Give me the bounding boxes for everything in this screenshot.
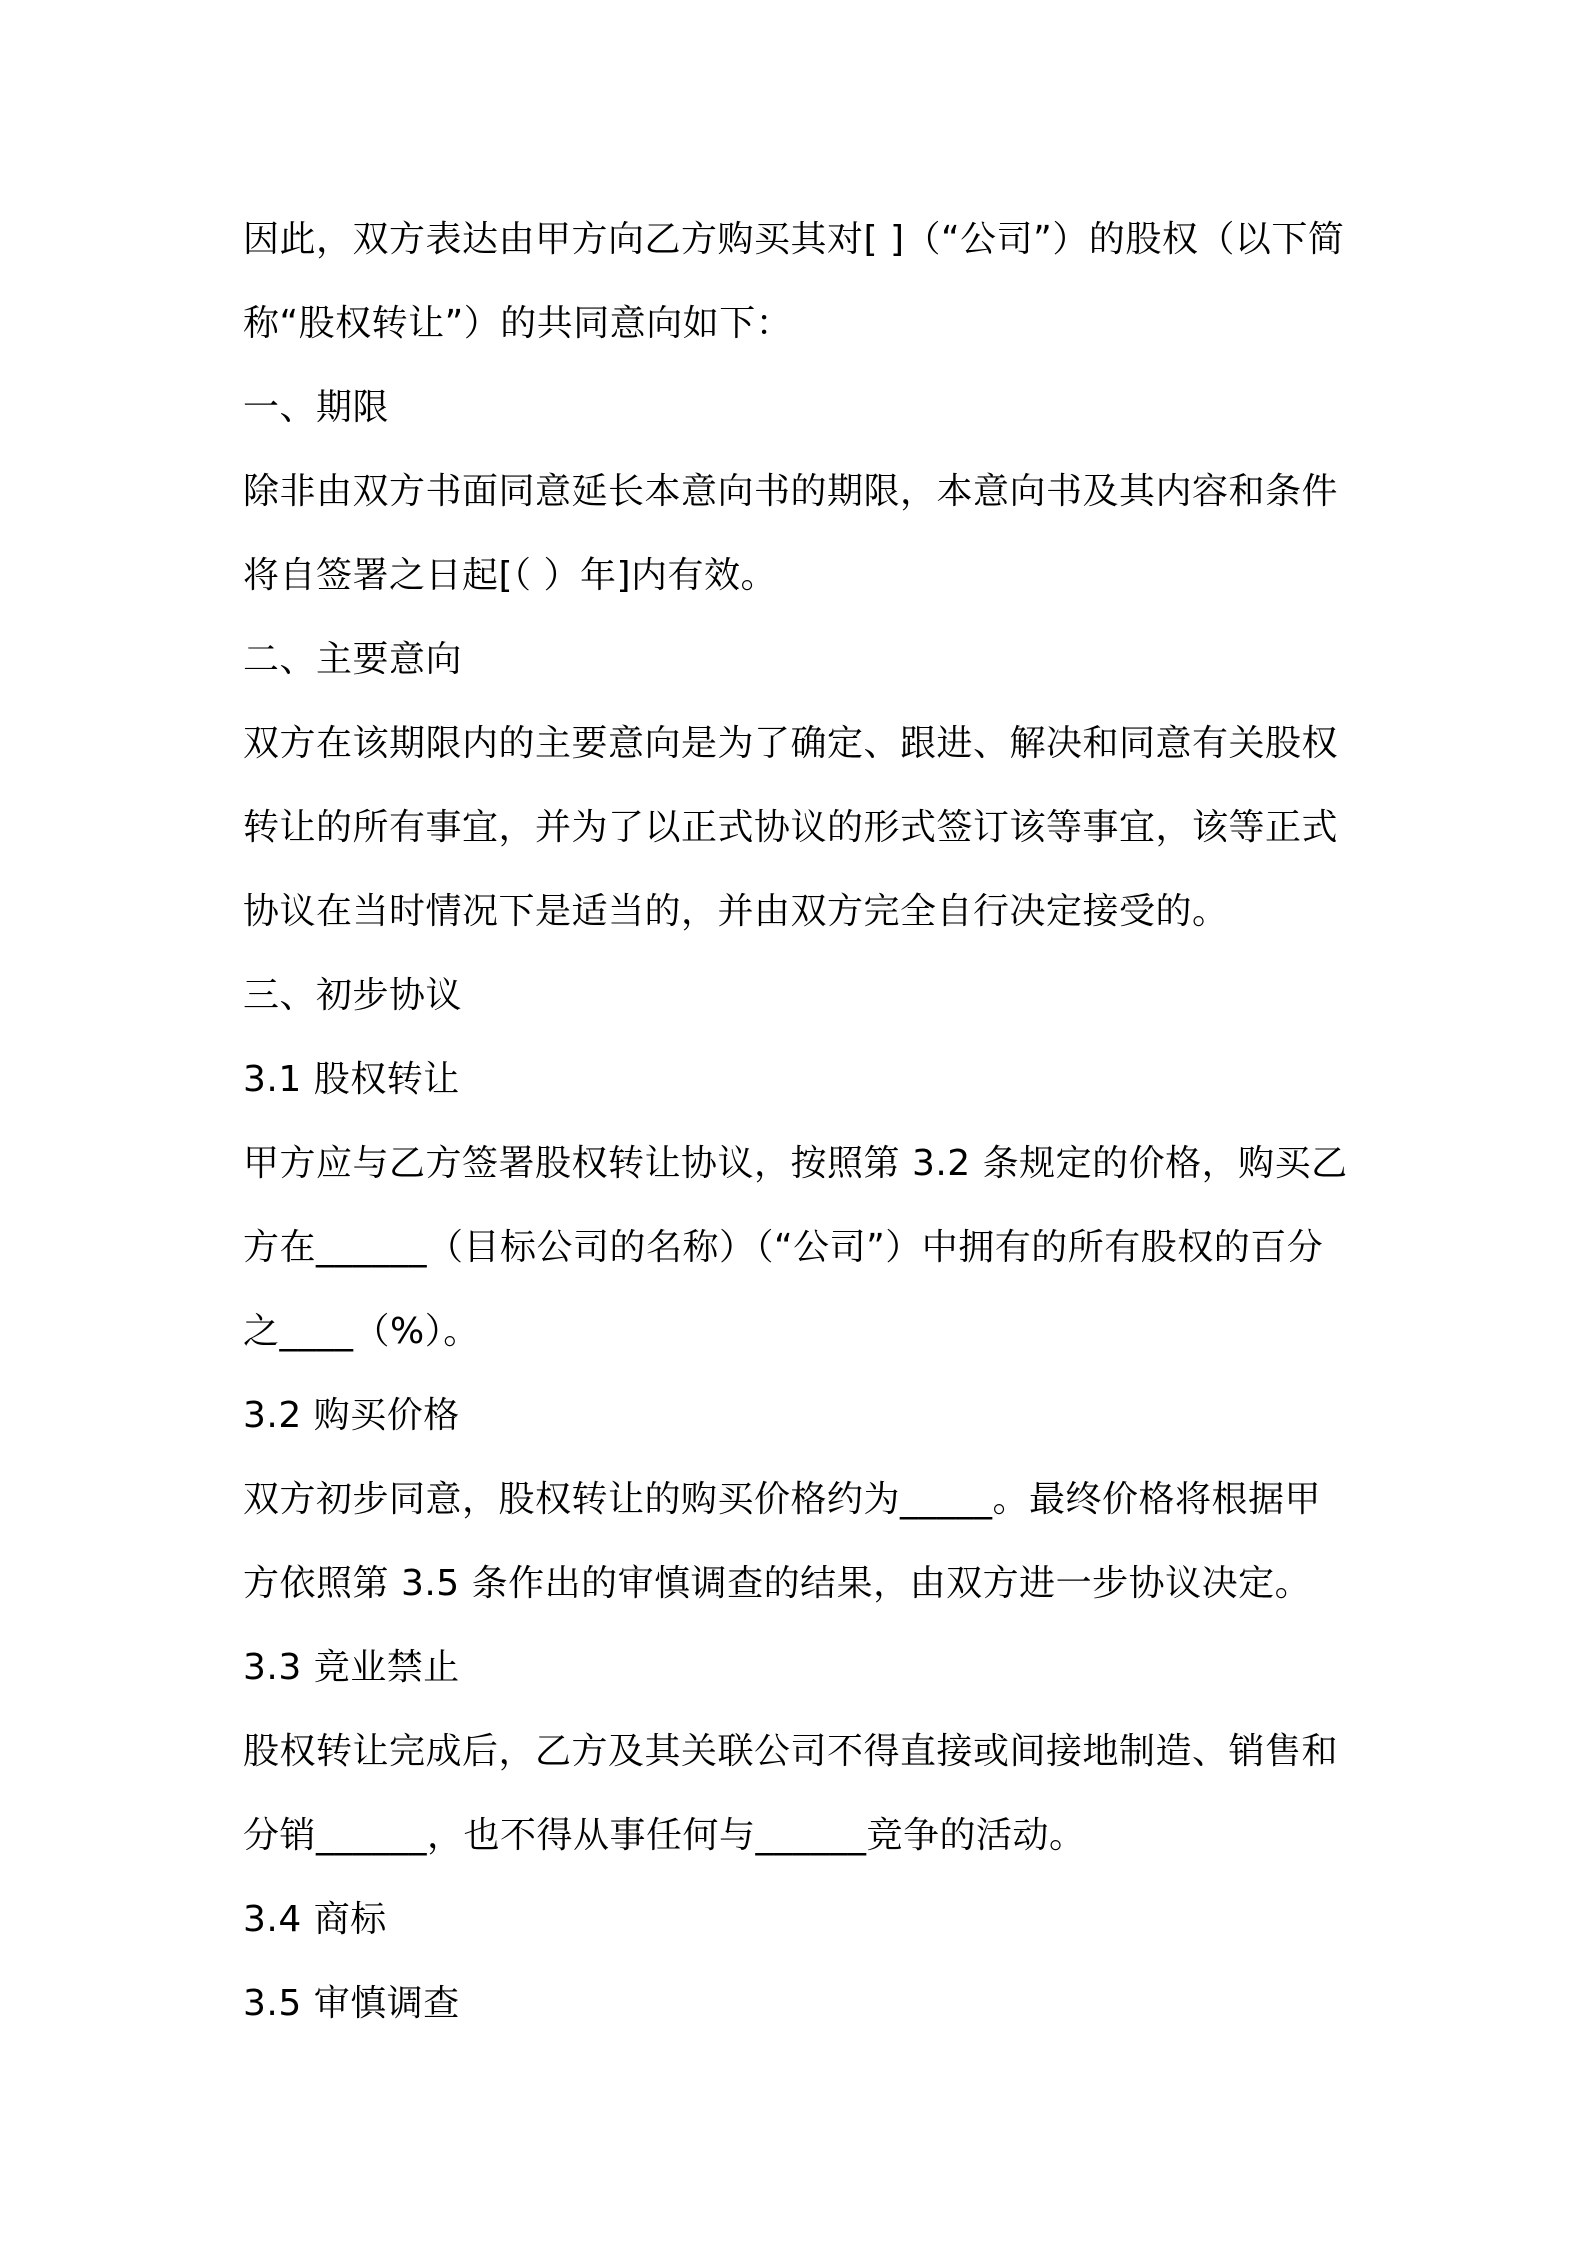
subheading-3-3: 3.3 竞业禁止 bbox=[243, 1647, 460, 1688]
intro-line-1: 因此，双方表达由甲方向乙方购买其对[ ]（“公司”）的股权（以下简 bbox=[243, 219, 1345, 260]
clause-3-1-line-3: 之____（%）。 bbox=[243, 1311, 480, 1352]
term-line-1: 除非由双方书面同意延长本意向书的期限，本意向书及其内容和条件 bbox=[243, 471, 1339, 512]
main-intent-line-1: 双方在该期限内的主要意向是为了确定、跟进、解决和同意有关股权 bbox=[243, 723, 1339, 764]
document-body bbox=[243, 198, 1363, 2046]
main-intent-line-3: 协议在当时情况下是适当的，并由双方完全自行决定接受的。 bbox=[243, 891, 1229, 932]
subheading-3-1: 3.1 股权转让 bbox=[243, 1059, 460, 1100]
intro-line-2: 称“股权转让”）的共同意向如下： bbox=[243, 303, 793, 344]
clause-3-3-line-2: 分销______，也不得从事任何与______竞争的活动。 bbox=[243, 1815, 1086, 1856]
main-intent-line-2: 转让的所有事宜，并为了以正式协议的形式签订该等事宜，该等正式 bbox=[243, 807, 1339, 848]
clause-3-3-line-1: 股权转让完成后，乙方及其关联公司不得直接或间接地制造、销售和 bbox=[243, 1731, 1339, 1772]
clause-3-1-line-1: 甲方应与乙方签署股权转让协议，按照第 3.2 条规定的价格，购买乙 bbox=[243, 1143, 1348, 1184]
subheading-3-5: 3.5 审慎调查 bbox=[243, 1983, 460, 2024]
term-line-2: 将自签署之日起[（ ）年]内有效。 bbox=[243, 555, 778, 596]
clause-3-2-line-1: 双方初步同意，股权转让的购买价格约为_____。最终价格将根据甲 bbox=[243, 1479, 1322, 1520]
clause-3-1-line-2: 方在______（目标公司的名称）（“公司”）中拥有的所有股权的百分 bbox=[243, 1227, 1324, 1268]
heading-term: 一、期限 bbox=[243, 387, 390, 428]
heading-preliminary-agreement: 三、初步协议 bbox=[243, 975, 463, 1016]
clause-3-2-line-2: 方依照第 3.5 条作出的审慎调查的结果，由双方进一步协议决定。 bbox=[243, 1563, 1312, 1604]
subheading-3-4: 3.4 商标 bbox=[243, 1899, 387, 1940]
subheading-3-2: 3.2 购买价格 bbox=[243, 1395, 460, 1436]
heading-main-intent: 二、主要意向 bbox=[243, 639, 463, 680]
